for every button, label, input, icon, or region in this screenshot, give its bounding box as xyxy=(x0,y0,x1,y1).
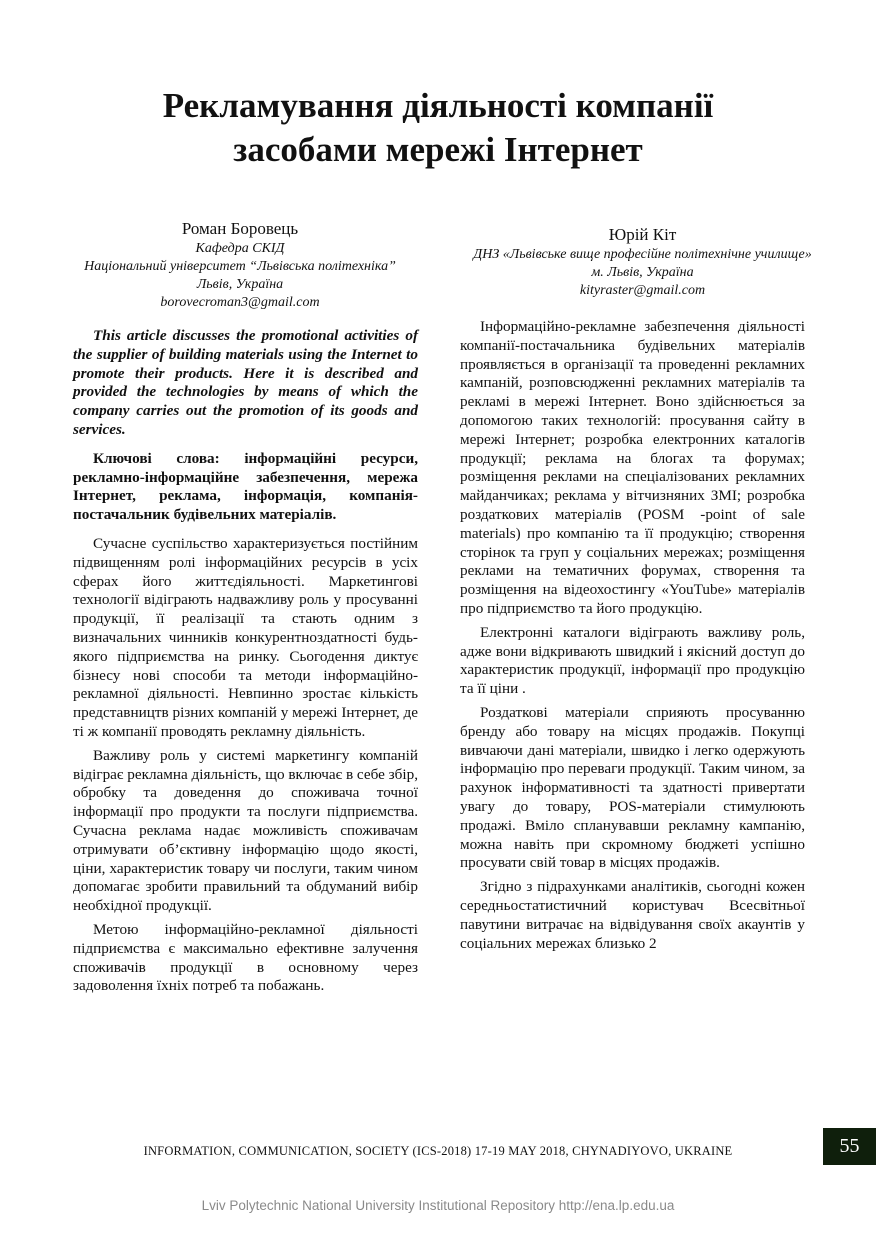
page-number: 55 xyxy=(823,1128,876,1165)
body-paragraph: Інформаційно-рекламне забезпечення діяльності компанії-постачальника будівельних матеріалів проявляється в організації та проведенні рекламних кампаній, розповсюдженні рекламних матеріалів та рекламі в мережі Інтернет. Воно здійснюється за допомогою таких технологій: просування сайту в мережі Інтернет; розробка електронних каталогів продукції; реклама на блогах та форумах; розміщення реклами на спеціалізованих рекламних майданчиках; реклама у вітчизняних ЗМІ; розробка роздаткових матеріалів (POSM -point of sale materials) про компанію та її продукцію; створення сторінок та груп у соціальних мережах; розміщення реклами на тематичних форумах, створення та розміщення на відеохостингу «YouTube» матеріалів про підприємство та його продукцію. xyxy=(460,318,805,617)
author-city: Львів, Україна xyxy=(196,277,284,292)
body-paragraph: Електронні каталоги відіграють важливу роль, адже вони відкривають швидкий і якісний доступ до характеристик продукції, інформації про продукцію та її ціни . xyxy=(460,623,805,698)
author-block-1 xyxy=(55,218,425,312)
body-paragraph: Роздаткові матеріали сприяють просуванню бренду або товару на місцях продажів. Покупці вивчаючи дані матеріали, швидко і легко одержують інформацію про переваги продукції. Таким чином, за рахунок інформативності та здатності привертати увагу до товару, POS-матеріали стимулюють продажі. Вміло спланувавши рекламну кампанію, можна навіть при скромному бюджеті успішно просувати свій товар в місцях продажів. xyxy=(460,703,805,872)
author-department: Кафедра СКІД xyxy=(195,241,285,256)
body-paragraph: Згідно з підрахунками аналітиків, сьогодні кожен середньостатистичний користувач Всесвітньої павутини витрачає на відвідування своїх акаунтів у соціальних мережах близько 2 xyxy=(460,878,805,952)
body-paragraph: Сучасне суспільство характеризується постійним підвищенням ролі інформаційних ресурсів в усіх сферах його життєдіяльності. Маркетингові технології відіграють надважливу роль у просуванні продукції, її реалізації та стають одним з визначальних чинників конкурентноздатності будь-якого підприємства на ринку. Сьогодення диктує бізнесу нові способи та методи інформаційно-рекламної діяльності. Невпинно зростає кількість представництв різних компаній у мережі Інтернет, де ті ж компанії проводять рекламну діяльність. xyxy=(73,534,418,740)
author-city: м. Львів, Україна xyxy=(591,265,694,280)
keywords: Ключові слова: інформаційні ресурси, рекламно-інформаційне забезпечення, мережа Інтернет, реклама, інформація, компанія-постачальник будівельних матеріалів. xyxy=(73,449,418,524)
body-paragraph: Важливу роль у системі маркетингу компаній відіграє рекламна діяльність, що включає в себе збір, обробку та доведення до споживача точної інформації про продукти та послуги підприємства. Сучасна реклама надає можливість споживачам отримувати об’єктивну інформацію щодо якості, ціни, характеристик товару чи послуги, таким чином допомагає зробити правильний та обдуманий вибір необхідної продукції. xyxy=(73,746,418,915)
author-institution: ДНЗ «Львівське вище професійне політехнічне училище» xyxy=(473,247,812,262)
right-column xyxy=(460,318,805,958)
author-email: kityraster@gmail.com xyxy=(579,283,706,298)
author-university: Національний університет “Львівська політехніка” xyxy=(84,259,396,274)
conference-name: INFORMATION, COMMUNICATION, SOCIETY (ICS-2018) 17-19 MAY 2018, CHYNADIYOVO, UKRAINE xyxy=(143,1144,733,1158)
author-email: borovecroman3@gmail.com xyxy=(160,295,320,310)
author-name: Роман Боровець xyxy=(181,219,299,238)
title-line-1: Рекламування діяльності компанії xyxy=(162,86,714,125)
title-line-2: засобами мережі Інтернет xyxy=(233,130,643,169)
left-column xyxy=(73,327,418,1001)
repository-watermark: Lviv Polytechnic National University Institutional Repository http://ena.lp.edu.ua xyxy=(201,1198,675,1213)
abstract: This article discusses the promotional activities of the supplier of building materials using the Internet to promote their products. Here it is described and provided the technologies by means of which the company carries out the promotion of its goods and services. xyxy=(73,327,418,438)
author-name: Юрій Кіт xyxy=(608,225,677,244)
conference-footer xyxy=(0,1144,876,1159)
author-block-2 xyxy=(470,224,815,300)
body-paragraph: Метою інформаційно-рекламної діяльності підприємства є максимально ефективне залучення споживачів продукції в основному через задоволення їхніх потреб та побажань. xyxy=(73,920,418,995)
paper-title xyxy=(0,84,876,172)
